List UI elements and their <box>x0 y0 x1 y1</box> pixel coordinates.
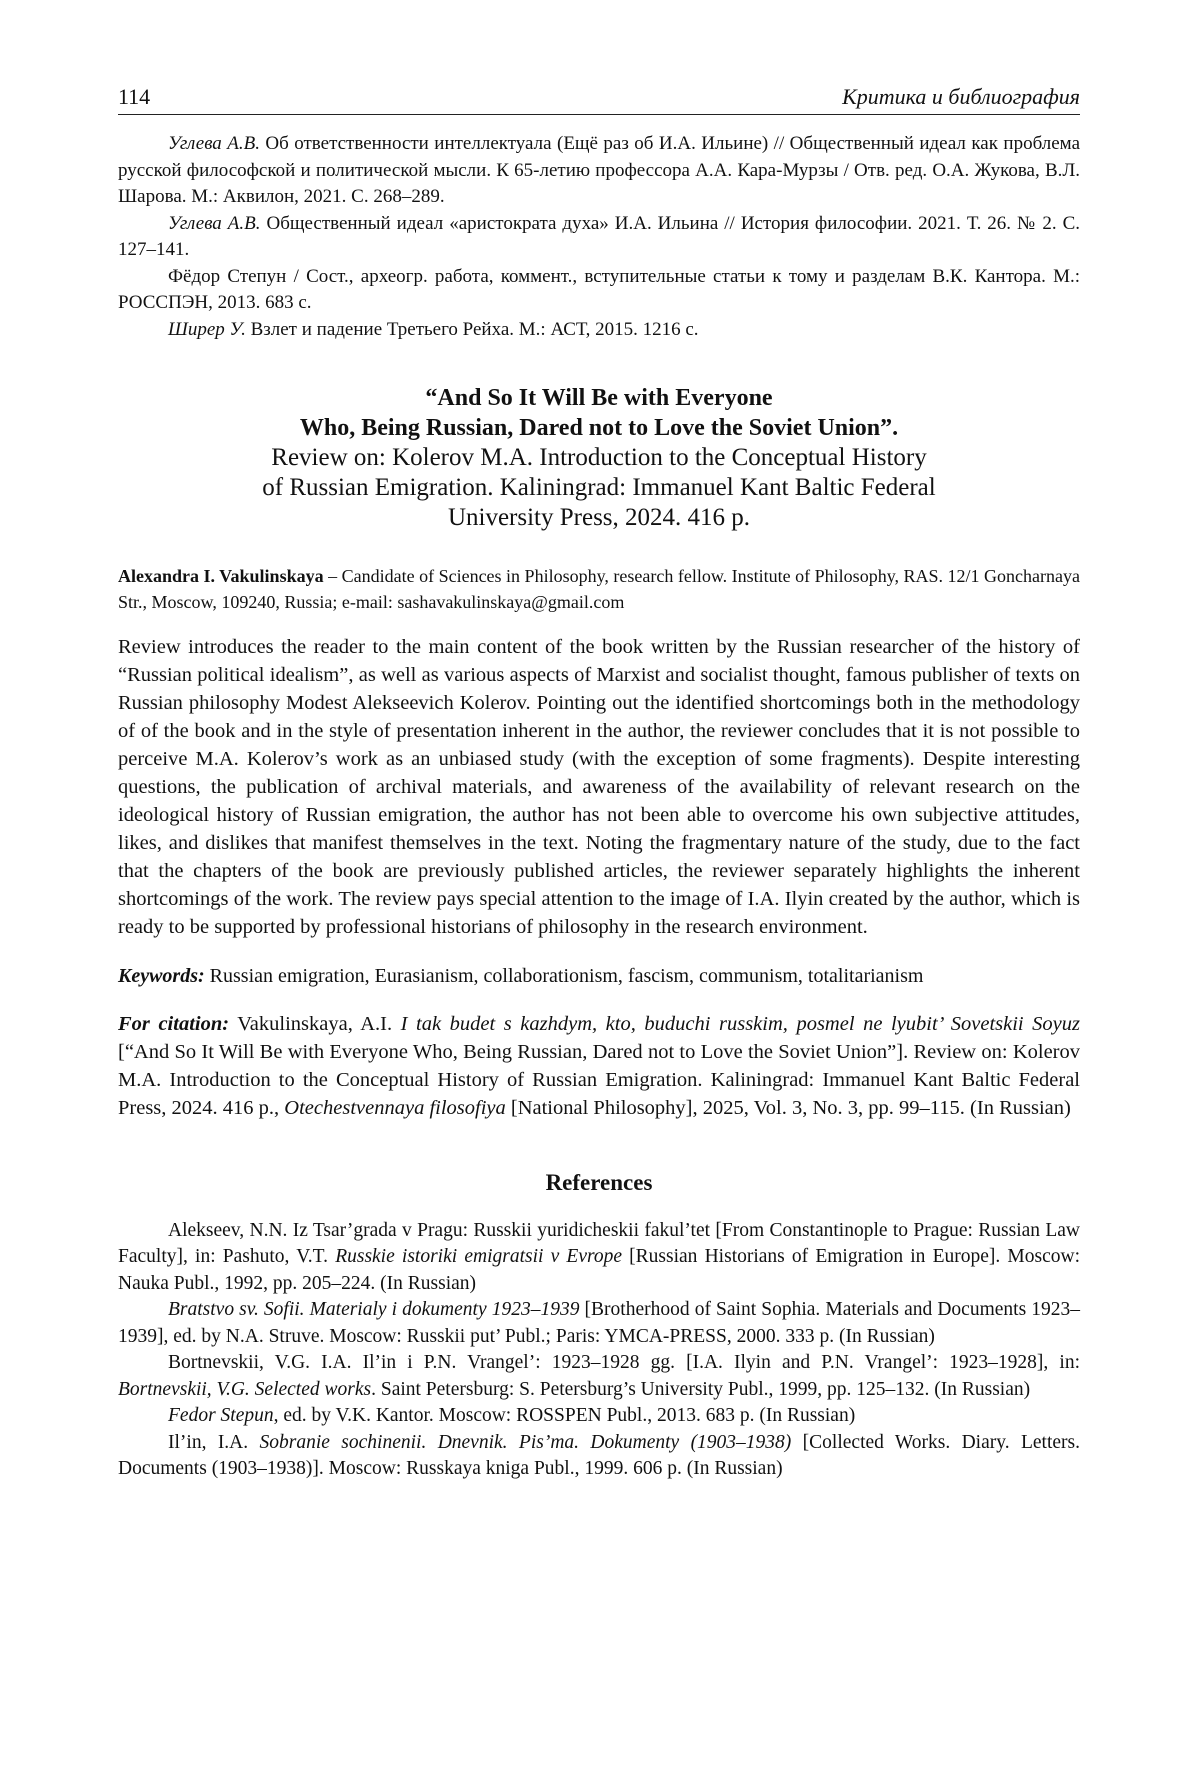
reference-item <box>118 1350 1080 1403</box>
citation <box>118 1010 1080 1122</box>
citation-text: [National Philosophy], 2025, Vol. 3, No. 3, pp. 99–115. (In Russian) <box>505 1096 1071 1119</box>
prev-ref-item <box>118 317 1080 344</box>
ref-text: Bortnevskii, V.G. I.A. Il’in i P.N. Vrangel’: 1923–1928 gg. [I.A. Ilyin and P.N. Vrangel’: 1923–1928], in: <box>168 1352 1080 1373</box>
ref-text: Фёдор Степун / Сост., археогр. работа, коммент., вступительные статьи к тому и разделам В.К. Кантора. М.: РОССПЭН, 2013. 683 с. <box>118 265 1080 313</box>
ref-text: , ed. by V.K. Kantor. Moscow: ROSSPEN Publ., 2013. 683 p. (In Russian) <box>273 1405 856 1426</box>
ref-italic: Fedor Stepun <box>168 1405 274 1426</box>
ref-text: Об ответственности интеллектуала (Ещё раз об И.А. Ильине) // Общественный идеал как проблема русской философской и политической мысли. К 65-летию профессора А.А. Кара-Мурзы / Отв. ред. О.А. Жукова, В.Л. Шарова. М.: Аквилон, 2021. С. 268–289. <box>118 133 1081 207</box>
subtitle-line: Review on: Kolerov M.A. Introduction to the Conceptual History <box>271 444 927 471</box>
ref-text: Взлет и падение Третьего Рейха. М.: АСТ, 2015. 1216 с. <box>245 318 699 340</box>
citation-text: [“And So It Will Be with Everyone Who, Being Russian, Dared not to Love the Soviet Union”]. Review on: Kolerov M.A. Introduction to the Conceptual History of Russian Emigration. Kaliningrad: Immanuel Kant Baltic Federal Press, 2024. 416 p., <box>118 1040 1080 1119</box>
reference-item <box>118 1403 1080 1430</box>
reference-item <box>118 1430 1080 1483</box>
reference-item <box>118 1218 1080 1298</box>
journal-section: Критика и библиография <box>842 84 1080 109</box>
ref-text: . Saint Petersburg: S. Petersburg’s University Publ., 1999, pp. 125–132. (In Russian) <box>371 1378 1031 1400</box>
author-info <box>118 563 1080 615</box>
ref-text: Alekseev, N.N. Iz Tsar’grada v Pragu: Russkii yuridicheskii fakul’tet [From Constantinople to Prague: Russian Law Faculty], in: Pashuto, V.T. <box>118 1219 1080 1267</box>
ref-text: [Brotherhood of Saint Sophia. Materials and Documents 1923–1939], ed. by N.A. Struve. Moscow: Russkii put’ Publ.; Paris: YMCA-PRESS, 2000. 333 p. (In Russian) <box>118 1299 1080 1347</box>
title-line: Who, Being Russian, Dared not to Love the Soviet Union”. <box>299 415 899 441</box>
ref-italic: Bortnevskii, V.G. Selected works <box>118 1378 372 1400</box>
keywords-text: Russian emigration, Eurasianism, collaborationism, fascism, communism, totalitarianism <box>204 964 924 987</box>
ref-author: Углева А.В. <box>168 212 261 234</box>
ref-text: Il’in, I.A. <box>168 1431 260 1453</box>
keywords <box>118 962 1080 990</box>
page <box>118 84 1080 1483</box>
title-line: “And So It Will Be with Everyone <box>425 385 773 411</box>
ref-author: Углева А.В. <box>168 133 260 154</box>
prev-ref-item <box>118 131 1080 211</box>
subtitle-line: University Press, 2024. 416 p. <box>447 504 751 531</box>
running-header <box>118 84 1080 115</box>
ref-author: Ширер У. <box>168 318 246 340</box>
citation-label: For citation: <box>118 1012 230 1035</box>
article-title <box>118 383 1080 533</box>
references-list <box>118 1218 1080 1483</box>
citation-italic: I tak budet s kazhdym, kto, buduchi russkim, posmel ne lyubit’ Sovetskii Soyuz <box>400 1012 1080 1035</box>
keywords-label: Keywords: <box>118 964 205 987</box>
reference-item <box>118 1297 1080 1350</box>
citation-text: Vakulinskaya, A.I. <box>229 1012 401 1035</box>
ref-text: Общественный идеал «аристократа духа» И.А. Ильина // История философии. 2021. Т. 26. № 2. С. 127–141. <box>118 212 1080 260</box>
abstract: Review introduces the reader to the main content of the book written by the Russian researcher of the history of “Russian political idealism”, as well as various aspects of Marxist and socialist thought, famous publisher of texts on Russian philosophy Modest Alekseevich Kolerov. Pointing out the identified shortcomings both in the methodology of of the book and in the style of presentation inherent in the author, the reviewer concludes that it is not possible to perceive M.A. Kolerov’s work as an unbiased study (with the exception of some fragments). Despite interesting questions, the publication of archival materials, and awareness of the availability of relevant research on the ideological history of Russian emigration, the author has not been able to overcome his own subjective attitudes, likes, and dislikes that manifest themselves in the text. Noting the fragmentary nature of the study, due to the fact that the chapters of the book are previously published articles, the reviewer separately highlights the inherent shortcomings of the work. The review pays special attention to the image of I.A. Ilyin created by the author, which is ready to be supported by professional historians of philosophy in the research environment. <box>118 636 1080 938</box>
page-number: 114 <box>118 84 151 109</box>
ref-text: [Collected Works. Diary. Letters. Documents (1903–1938)]. Moscow: Russkaya kniga Publ., 1999. 606 p. (In Russian) <box>118 1431 1080 1479</box>
ref-text: [Russian Historians of Emigration in Europe]. Moscow: Nauka Publ., 1992, pp. 205–224. (In Russian) <box>118 1246 1080 1294</box>
ref-italic: Sobranie sochinenii. Dnevnik. Pis’ma. Dokumenty (1903–1938) <box>259 1431 792 1453</box>
subtitle-line: of Russian Emigration. Kaliningrad: Immanuel Kant Baltic Federal <box>262 474 936 501</box>
prev-ref-item <box>118 211 1080 264</box>
previous-references <box>118 131 1080 343</box>
references-heading: References <box>545 1169 653 1195</box>
ref-italic: Russkie istoriki emigratsii v Evrope <box>335 1246 623 1267</box>
citation-italic: Otechestvennaya filosofiya <box>284 1096 506 1119</box>
author-name: Alexandra I. Vakulinskaya <box>118 566 324 586</box>
author-details: – Candidate of Sciences in Philosophy, research fellow. Institute of Philosophy, RAS. 12/1 Goncharnaya Str., Moscow, 109240, Russia; e-mail: sashavakulinskaya@gmail.com <box>118 566 1080 612</box>
ref-italic: Bratstvo sv. Sofii. Materialy i dokumenty 1923–1939 <box>168 1299 580 1320</box>
prev-ref-item <box>118 264 1080 317</box>
